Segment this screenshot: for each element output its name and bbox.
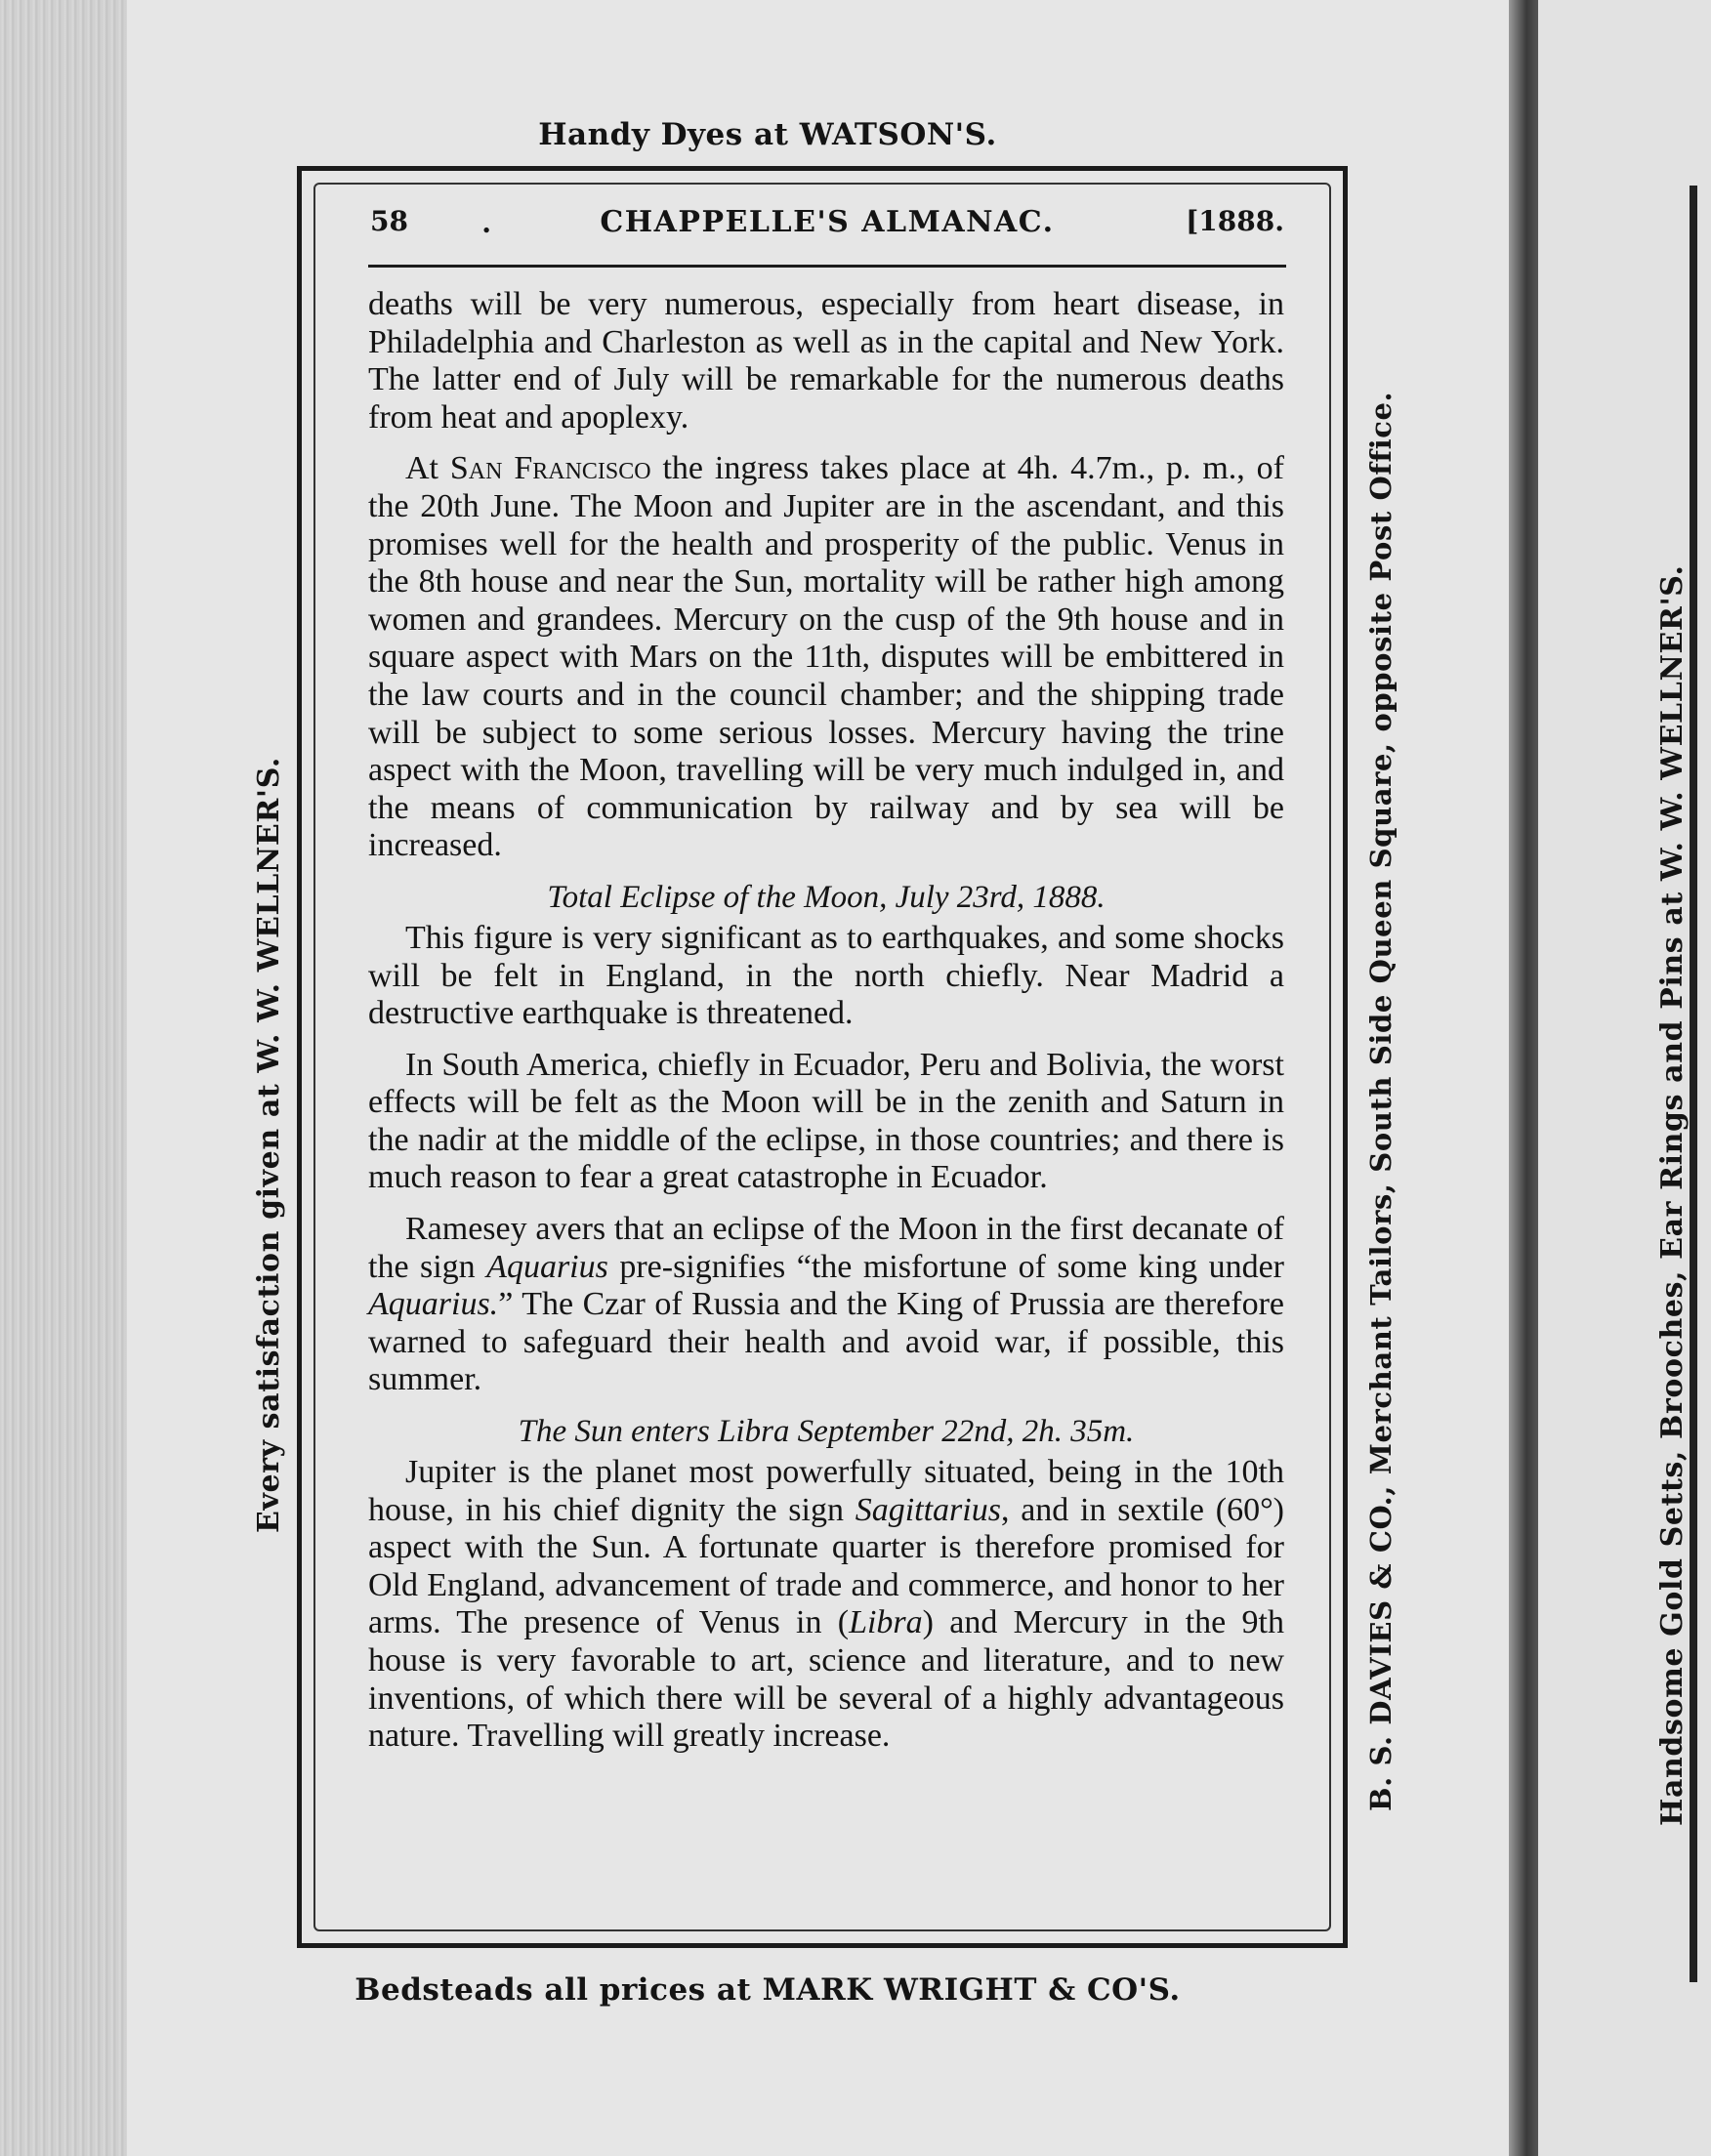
book-gutter	[1509, 0, 1538, 2156]
text-run: ” The Czar of Russia and the King of Prussia are therefore warned to safeguard their health and avoid war, if possible, this summer.	[368, 1286, 1284, 1398]
facing-page-border	[1690, 186, 1697, 1982]
text-run: pre-signifies “the misfortune of some king under	[607, 1248, 1284, 1285]
paragraph-south-america: In South America, chiefly in Ecuador, Peru and Bolivia, the worst effects will be felt as the Moon will be in the zenith and Saturn in the nadir at the middle of the eclipse, in those countries; and there is much reason to fear a great catastrophe in Ecuador.	[368, 1046, 1284, 1196]
section-heading-eclipse: Total Eclipse of the Moon, July 23rd, 1888.	[547, 879, 1106, 915]
running-header	[370, 205, 1284, 264]
right-side-advertisement: Handsome Gold Setts, Brooches, Ear Rings and Pins at W. W. WELLNER'S.	[1655, 564, 1690, 1826]
italic-term: Sagittarius	[855, 1491, 1001, 1528]
italic-term: Libra	[849, 1604, 923, 1641]
article-body	[368, 286, 1284, 1769]
text-frame	[297, 166, 1348, 1948]
paragraph-continued: deaths will be very numerous, especially from heart disease, in Philadelphia and Charleston as well as in the capital and New York. The latter end of July will be remarkable for the numerous deaths from heat and apoplexy.	[368, 286, 1284, 435]
italic-term: Aquarius	[486, 1248, 608, 1285]
paragraph-earthquakes: This figure is very significant as to earthquakes, and some shocks will be felt in England, in the north chiefly. Near Madrid a destructive earthquake is threatened.	[368, 919, 1284, 1032]
text-run: the ingress takes place at 4h. 4.7m., p. m., of the 20th June. The Moon and Jupiter are in the ascendant, and this promises well for the health and prosperity of the public. Venus in the 8th house and near the Sun, mortality will be rather high among women and grandees. Mercury on the cusp of the 9th house and in square aspect with Mars on the 11th, disputes will be embittered in the law courts and in the council chamber; and the shipping trade will be subject to some serious losses. Mercury having the trine aspect with the Moon, travelling will be very much indulged in, and the means of communication by railway and by sea will be increased.	[368, 450, 1284, 864]
top-advertisement: Handy Dyes at WATSON'S.	[538, 117, 997, 152]
middle-side-advertisement: B. S. DAVIES & CO., Merchant Tailors, South Side Queen Square, opposite Post Office.	[1364, 391, 1398, 1811]
text-run: At	[405, 450, 450, 487]
paragraph-jupiter	[368, 1454, 1284, 1756]
text-run: , and in sextile (60°) aspect with the Sun. A fortunate quarter is therefore promised for Old England, advancement of trade and commerce, and honor to her arms. The presence of Venus in (	[368, 1491, 1285, 1641]
left-side-advertisement: Every satisfaction given at W. W. WELLNER'S.	[252, 757, 286, 1533]
text-run: Jupiter is the planet most powerfully situated, being in the 10th house, in his chief dignity the sign	[368, 1454, 1284, 1528]
place-name: San Francisco	[449, 450, 651, 487]
page-leaf-edges	[0, 0, 132, 2156]
paragraph-ramesey	[368, 1211, 1284, 1399]
text-run: Ramesey avers that an eclipse of the Moon in the first decanate of the sign	[368, 1211, 1284, 1285]
header-year: [1888.	[1186, 205, 1284, 237]
almanac-title: CHAPPELLE'S ALMANAC.	[600, 205, 1055, 239]
italic-term: Aquarius.	[368, 1286, 499, 1323]
text-run: ) and Mercury in the 9th house is very favorable to art, science and literature, and to new inventions, of which there will be several of a highly advantageous nature. Travelling will greatly increase.	[368, 1604, 1284, 1755]
header-rule	[368, 265, 1286, 268]
bottom-advertisement: Bedsteads all prices at MARK WRIGHT & CO'S.	[355, 1972, 1181, 2008]
paragraph-san-francisco	[368, 450, 1284, 865]
header-dot: .	[482, 205, 491, 240]
page-number: 58	[370, 205, 408, 237]
section-heading-libra: The Sun enters Libra September 22nd, 2h. 35m.	[518, 1414, 1135, 1450]
